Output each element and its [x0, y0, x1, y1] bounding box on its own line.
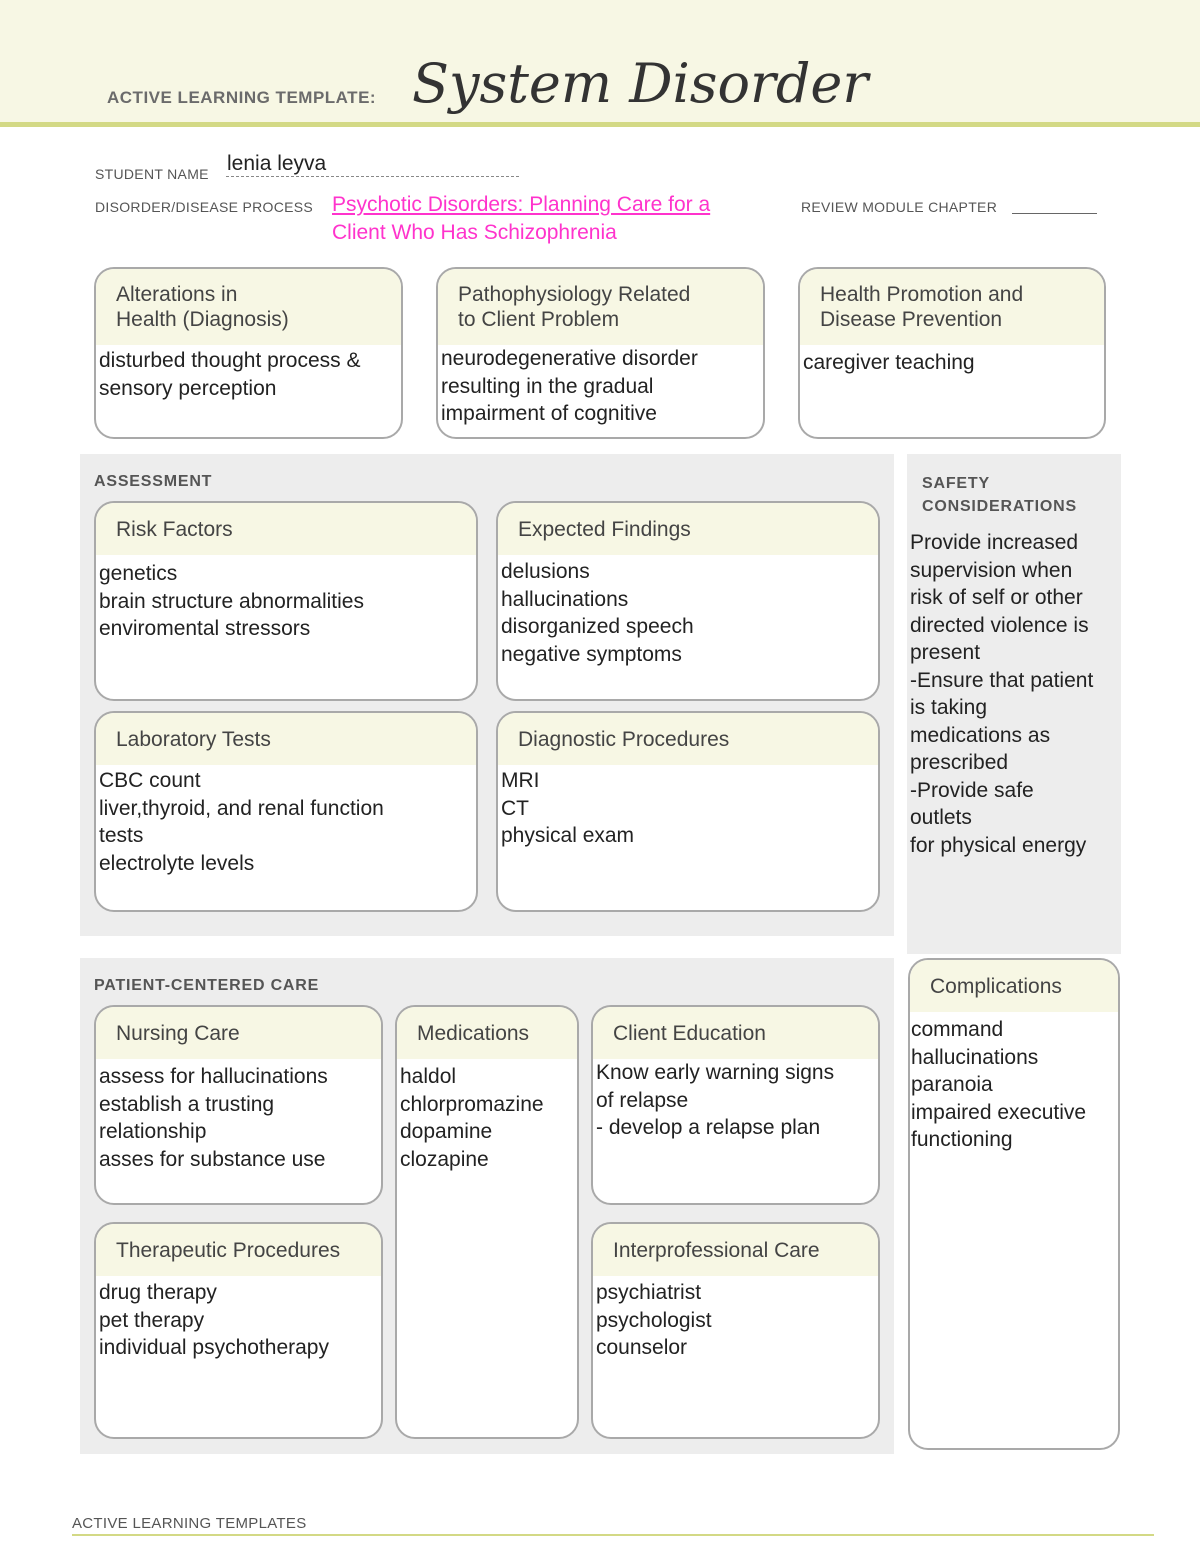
complications-box: [908, 958, 1120, 1450]
expected-findings-body[interactable]: delusions hallucinations disorganized speech negative symptoms: [501, 560, 694, 666]
header-rule: [0, 122, 1200, 127]
disorder-line-1: Psychotic Disorders: Planning Care for a: [332, 193, 711, 216]
patient-care-heading: PATIENT-CENTERED CARE: [94, 977, 320, 994]
risk-factors-title: Risk Factors: [96, 503, 476, 555]
risk-factors-body[interactable]: genetics brain structure abnormalities enviromental stressors: [99, 562, 364, 640]
health-promotion-body[interactable]: caregiver teaching: [803, 351, 975, 374]
interprofessional-care-title: Interprofessional Care: [593, 1224, 878, 1276]
alterations-title: Alterations in Health (Diagnosis): [96, 269, 401, 345]
medications-body[interactable]: haldol chlorpromazine dopamine clozapine: [400, 1065, 544, 1171]
risk-factors-box: [94, 501, 478, 701]
assessment-heading: ASSESSMENT: [94, 473, 213, 490]
template-title: System Disorder: [412, 52, 869, 115]
pathophysiology-title: Pathophysiology Related to Client Problem: [438, 269, 763, 345]
health-promotion-box: [798, 267, 1106, 439]
alterations-body[interactable]: disturbed thought process & sensory perception: [99, 349, 361, 400]
diagnostic-procedures-title: Diagnostic Procedures: [498, 713, 878, 765]
pathophysiology-box: [436, 267, 765, 439]
pathophysiology-body[interactable]: neurodegenerative disorder resulting in the gradual impairment of cognitive: [441, 347, 698, 425]
laboratory-tests-title: Laboratory Tests: [96, 713, 476, 765]
health-promotion-title: Health Promotion and Disease Prevention: [800, 269, 1104, 345]
laboratory-tests-box: [94, 711, 478, 912]
safety-heading: SAFETY CONSIDERATIONS: [922, 475, 1077, 515]
footer-rule: [72, 1534, 1154, 1536]
template-label: ACTIVE LEARNING TEMPLATE:: [107, 88, 377, 107]
student-name-value[interactable]: lenia leyva: [227, 152, 327, 175]
safety-body[interactable]: Provide increased supervision when risk of self or other directed violence is present -Ensure that patient is taking medications as prescribed -Provide safe outlets for physical energy: [910, 531, 1094, 857]
student-name-label: STUDENT NAME: [95, 166, 209, 182]
alterations-box: [94, 267, 403, 439]
expected-findings-title: Expected Findings: [498, 503, 878, 555]
diagnostic-procedures-box: [496, 711, 880, 912]
disorder-line-2: Client Who Has Schizophrenia: [332, 221, 617, 244]
nursing-care-box: [94, 1005, 383, 1205]
medications-box: [395, 1005, 579, 1439]
footer-text: ACTIVE LEARNING TEMPLATES: [72, 1515, 307, 1532]
nursing-care-body[interactable]: assess for hallucinations establish a trusting relationship asses for substance use: [99, 1065, 328, 1171]
complications-title: Complications: [910, 960, 1118, 1012]
student-name-line: [226, 176, 519, 177]
review-module-label: REVIEW MODULE CHAPTER: [801, 199, 998, 215]
disorder-label: DISORDER/DISEASE PROCESS: [95, 199, 314, 215]
expected-findings-box: [496, 501, 880, 701]
diagnostic-procedures-body[interactable]: MRI CT physical exam: [501, 769, 635, 847]
medications-title: Medications: [397, 1007, 577, 1059]
therapeutic-procedures-box: [94, 1222, 383, 1439]
nursing-care-title: Nursing Care: [96, 1007, 381, 1059]
client-education-body[interactable]: Know early warning signs of relapse - develop a relapse plan: [596, 1061, 835, 1139]
review-module-field[interactable]: [1012, 213, 1097, 214]
interprofessional-care-box: [591, 1222, 880, 1439]
therapeutic-procedures-body[interactable]: drug therapy pet therapy individual psychotherapy: [99, 1281, 329, 1359]
therapeutic-procedures-title: Therapeutic Procedures: [96, 1224, 381, 1276]
complications-body[interactable]: command hallucinations paranoia impaired executive functioning: [911, 1018, 1087, 1151]
interprofessional-care-body[interactable]: psychiatrist psychologist counselor: [596, 1281, 712, 1359]
client-education-box: [591, 1005, 880, 1205]
disorder-value[interactable]: [332, 191, 792, 247]
laboratory-tests-body[interactable]: CBC count liver,thyroid, and renal function tests electrolyte levels: [99, 769, 384, 875]
client-education-title: Client Education: [593, 1007, 878, 1059]
